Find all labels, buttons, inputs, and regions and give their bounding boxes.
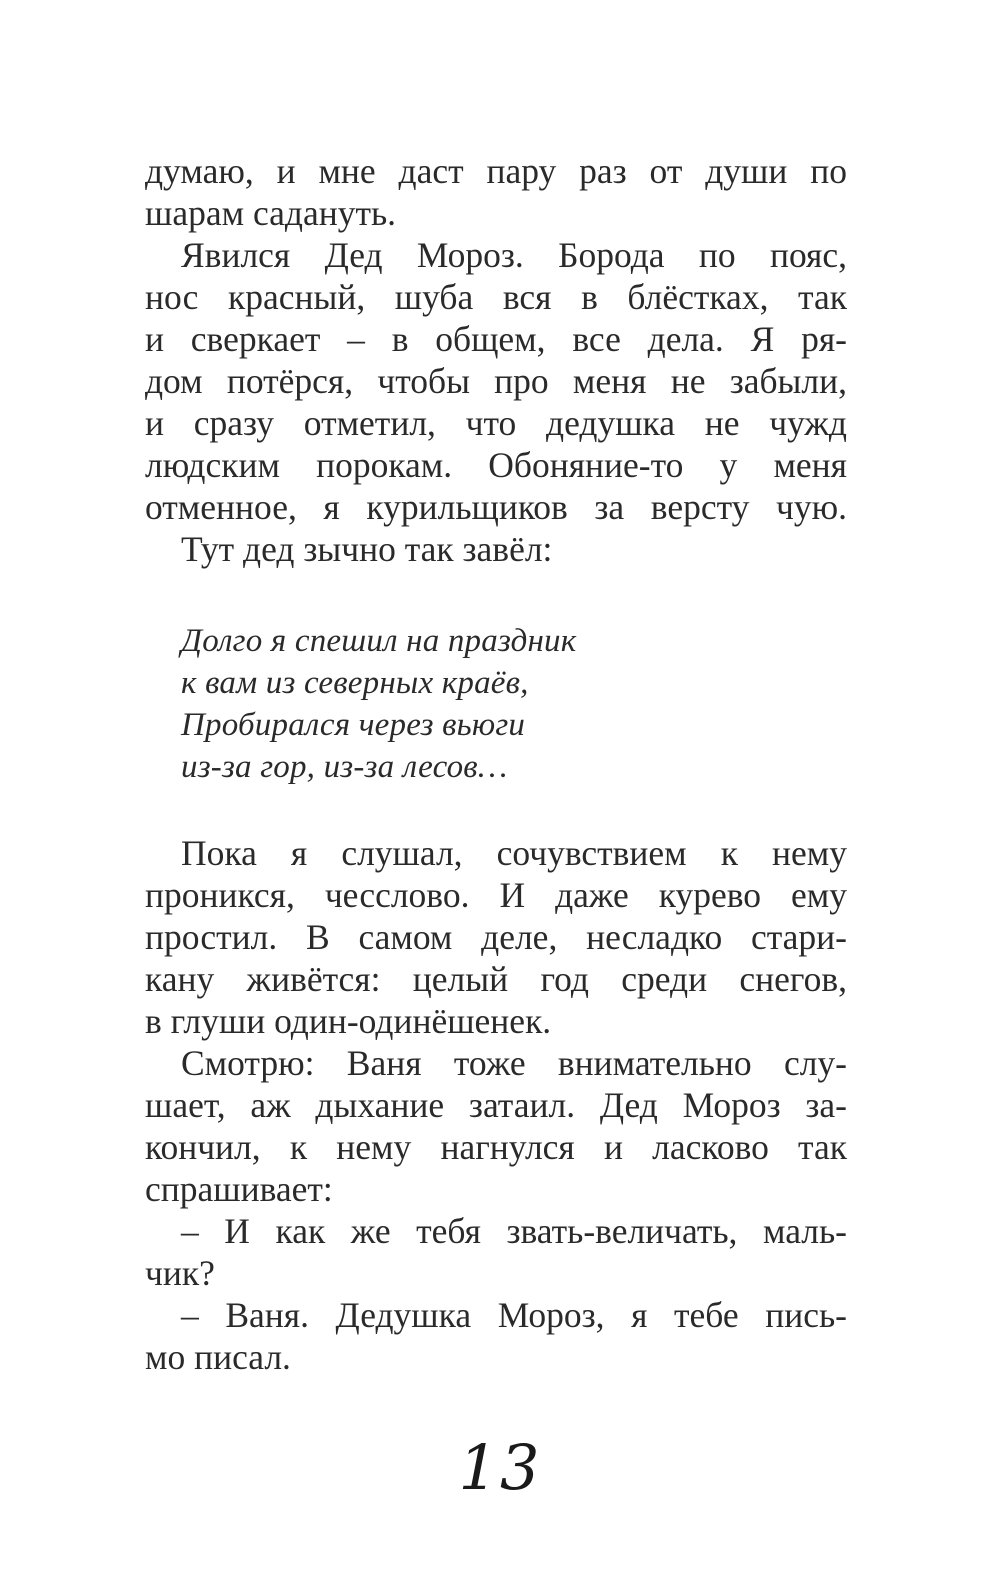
- paragraph: [145, 528, 847, 570]
- text-line: Тут дед зычно так завёл:: [181, 529, 553, 569]
- text-line: кончил, к нему нагнулся и ласково так: [145, 1127, 847, 1167]
- verse-line: Долго я спешил на праздник: [181, 623, 577, 659]
- text-line: – Ваня. Дедушка Мороз, я тебе пись-: [181, 1295, 847, 1335]
- text-line: шает, аж дыхание затаил. Дед Мороз за-: [145, 1085, 847, 1125]
- text-line: кану живётся: целый год среди снегов,: [145, 959, 847, 999]
- text-line: отменное, я курильщиков за версту чую.: [145, 487, 847, 527]
- text-line: нос красный, шуба вся в блёстках, так: [145, 277, 847, 317]
- text-line: Смотрю: Ваня тоже внимательно слу-: [181, 1043, 847, 1083]
- text-line: Пока я слушал, сочувствием к нему: [181, 833, 847, 873]
- text-line: и сверкает – в общем, все дела. Я ря-: [145, 319, 847, 359]
- verse-line: к вам из северных краёв,: [181, 665, 529, 701]
- paragraph: [145, 1042, 847, 1210]
- paragraph: [145, 832, 847, 1042]
- text-line: и сразу отметил, что дедушка не чужд: [145, 403, 847, 443]
- dialogue-paragraph: [145, 1294, 847, 1378]
- text-line: мо писал.: [145, 1337, 291, 1377]
- page-body: [145, 150, 847, 1378]
- text-line: шарам садануть.: [145, 193, 397, 233]
- text-line: чик?: [145, 1253, 215, 1293]
- paragraph: [145, 150, 847, 234]
- text-line: простил. В самом деле, несладко стари-: [145, 917, 847, 957]
- text-line: людским порокам. Обоняние-то у меня: [145, 445, 847, 485]
- text-line: думаю, и мне даст пару раз от души по: [145, 151, 847, 191]
- text-line: спрашивает:: [145, 1169, 333, 1209]
- paragraph: [145, 234, 847, 528]
- page-number: 13: [458, 1431, 542, 1504]
- text-line: дом потёрся, чтобы про меня не забыли,: [145, 361, 847, 401]
- verse-stanza: [145, 620, 847, 788]
- text-line: проникся, чесслово. И даже курево ему: [145, 875, 847, 915]
- text-line: в глуши один-одинёшенек.: [145, 1001, 552, 1041]
- dialogue-paragraph: [145, 1210, 847, 1294]
- verse-line: из-за гор, из-за лесов…: [181, 749, 508, 785]
- verse-line: Пробирался через вьюги: [181, 707, 526, 743]
- text-line: Явился Дед Мороз. Борода по пояс,: [181, 235, 847, 275]
- text-line: – И как же тебя звать-величать, маль-: [181, 1211, 847, 1251]
